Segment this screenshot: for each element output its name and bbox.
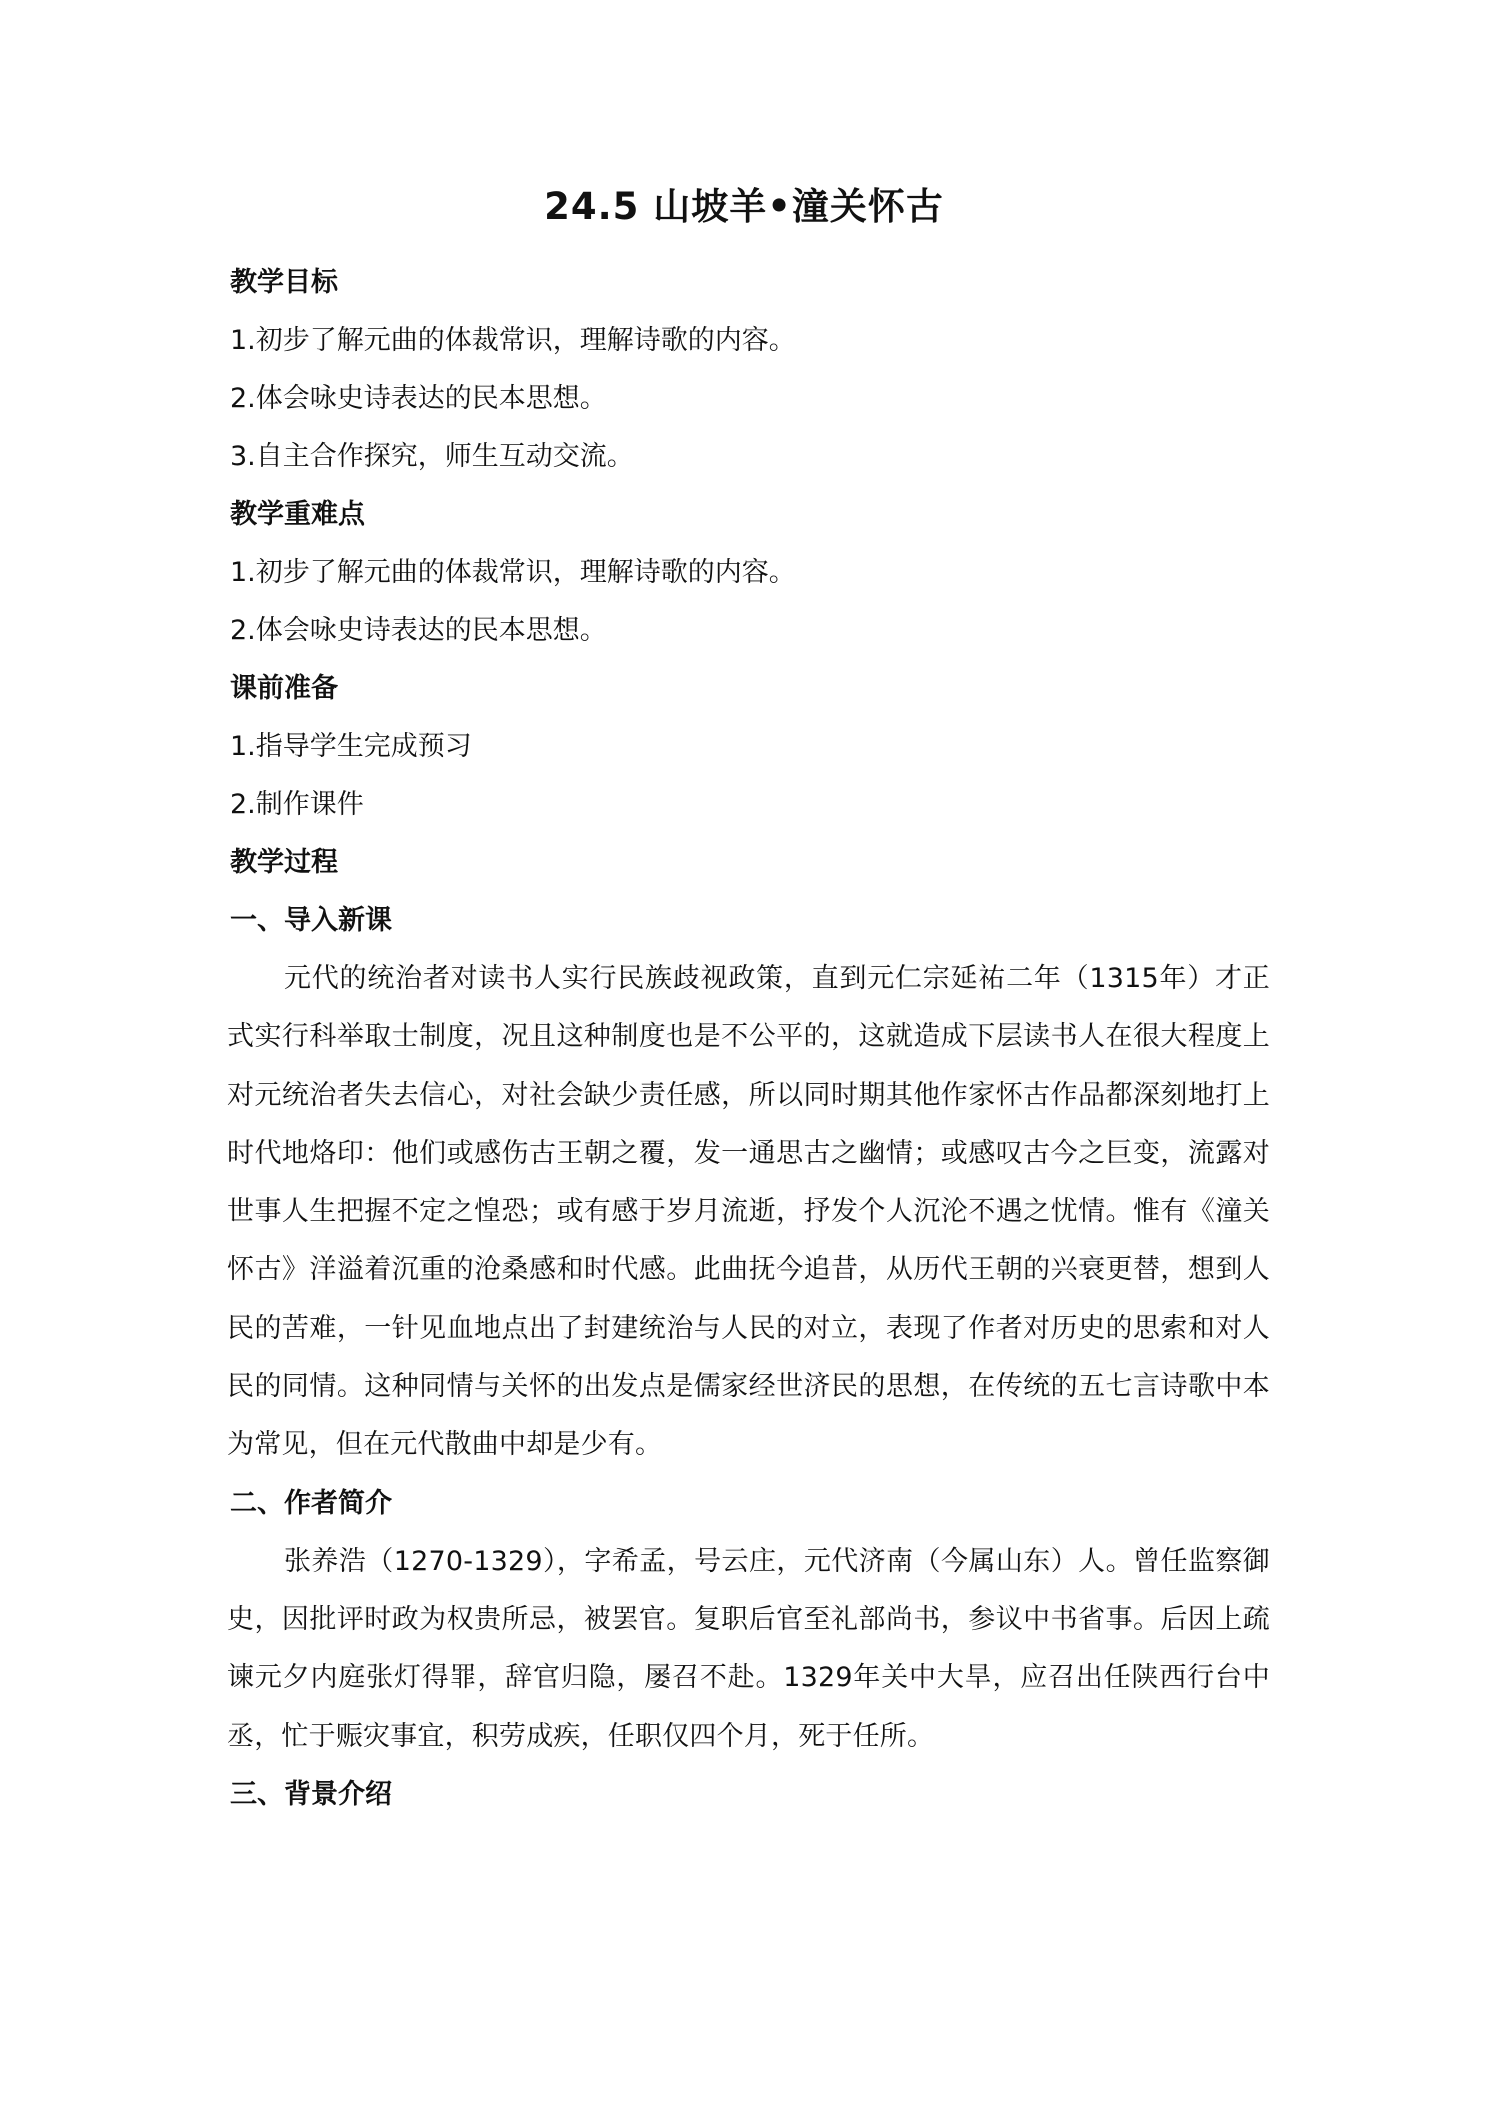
section-heading-process: 教学过程 [230, 847, 338, 878]
goal-item: 1.初步了解元曲的体裁常识，理解诗歌的内容。 [230, 325, 796, 356]
goal-item: 3.自主合作探究，师生互动交流。 [230, 441, 634, 472]
preparation-item: 2.制作课件 [230, 789, 364, 820]
section-heading-preparation: 课前准备 [230, 673, 338, 704]
section-heading-goals: 教学目标 [230, 267, 338, 298]
goal-item: 2.体会咏史诗表达的民本思想。 [230, 383, 607, 414]
page-title: 24.5 山坡羊•潼关怀古 [544, 185, 944, 228]
preparation-item: 1.指导学生完成预习 [230, 731, 472, 762]
author-paragraph: 张养浩（1270-1329），字希孟，号云庄，元代济南（今属山东）人。曾任监察御史，因批评时政为权贵所忌，被罢官。复职后官至礼部尚书，参议中书省事。后因上疏谏元夕内庭张灯得罪，辞官归隐，屡召不赴。1329年关中大旱，应召出任陕西行台中丞，忙于赈灾事宜，积劳成疾，任职仅四个月，死于任所。 [227, 1545, 1270, 1752]
document-body [227, 254, 1270, 1824]
section-heading-background: 三、背景介绍 [230, 1778, 392, 1810]
section-heading-intro: 一、导入新课 [230, 905, 392, 936]
key-point-item: 2.体会咏史诗表达的民本思想。 [230, 615, 607, 646]
section-heading-key-points: 教学重难点 [230, 499, 365, 530]
intro-paragraph: 元代的统治者对读书人实行民族歧视政策，直到元仁宗延祐二年（1315年）才正式实行科举取士制度，况且这种制度也是不公平的，这就造成下层读书人在很大程度上对元统治者失去信心，对社会缺少责任感，所以同时期其他作家怀古作品都深刻地打上时代地烙印：他们或感伤古王朝之覆，发一通思古之幽情；或感叹古今之巨变，流露对世事人生把握不定之惶恐；或有感于岁月流逝，抒发个人沉沦不遇之忧情。惟有《潼关怀古》洋溢着沉重的沧桑感和时代感。此曲抚今追昔，从历代王朝的兴衰更替，想到人民的苦难，一针见血地点出了封建统治与人民的对立，表现了作者对历史的思索和对人民的同情。这种同情与关怀的出发点是儒家经世济民的思想，在传统的五七言诗歌中本为常见，但在元代散曲中却是少有。 [227, 963, 1270, 1461]
key-point-item: 1.初步了解元曲的体裁常识，理解诗歌的内容。 [230, 557, 796, 588]
section-heading-author: 二、作者简介 [230, 1487, 392, 1519]
